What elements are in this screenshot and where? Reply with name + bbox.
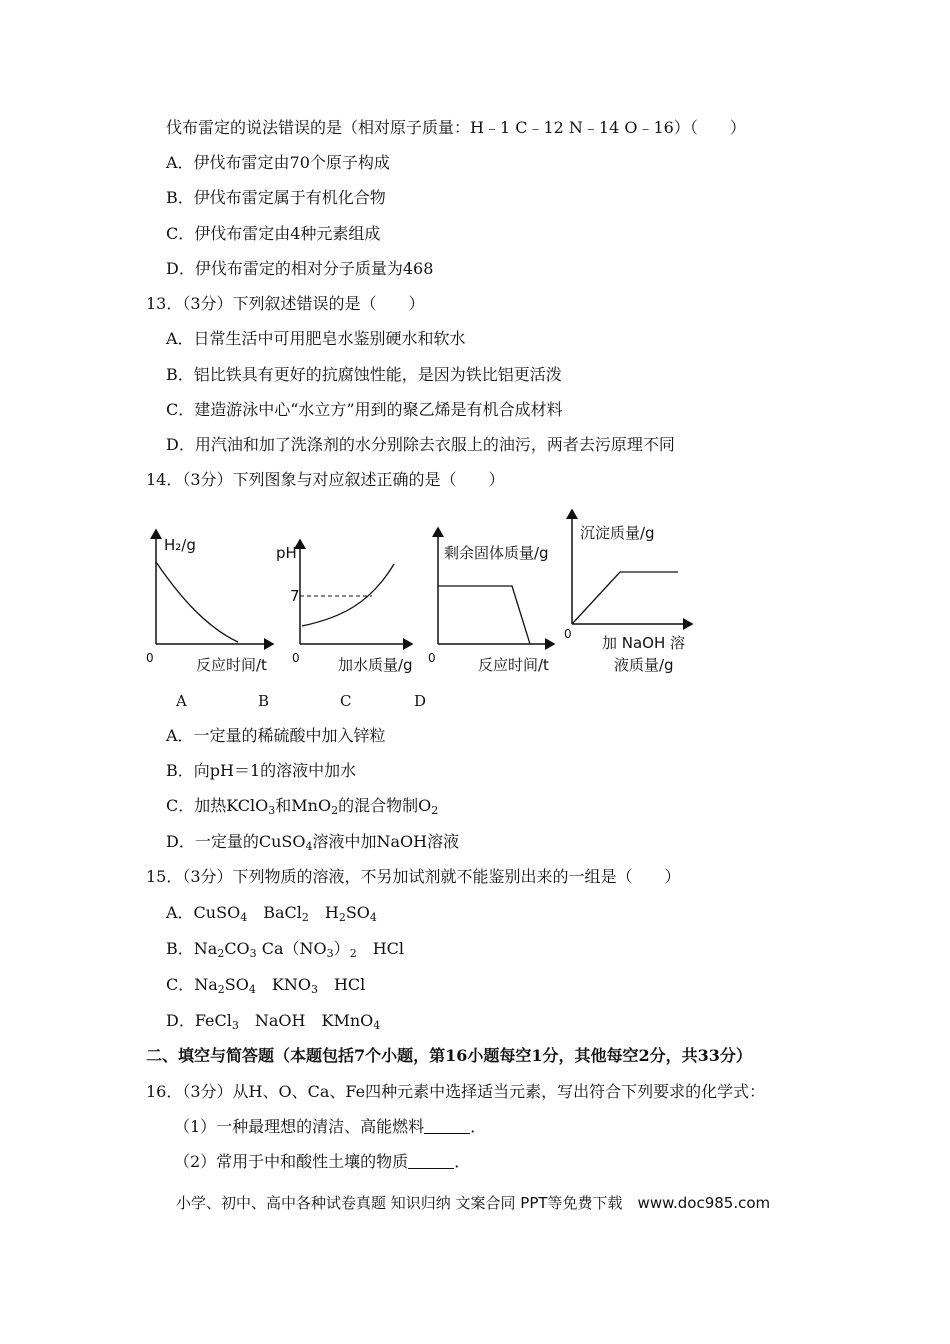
q13-stem: 13．（3分）下列叙述错误的是（ ） (146, 294, 425, 313)
graph-d-x-label-1: 加 NaOH 溶 (602, 634, 686, 652)
graph-b-tick-7: 7 (290, 587, 300, 605)
graph-name-c: C (340, 692, 352, 710)
graph-a-y-label: H₂/g (164, 536, 196, 554)
q12-stem: 伐布雷定的说法错误的是（相对原子质量：H﹣1 C﹣12 N﹣14 O﹣16）（ ） (166, 118, 746, 137)
q13-option-d: D．用汽油和加了洗涤剂的水分别除去衣服上的油污，两者去污原理不同 (166, 435, 675, 454)
graph-d-line (572, 572, 678, 624)
q12-option-a: A．伊伐布雷定由70个原子构成 (166, 153, 390, 172)
graph-name-a: A (176, 692, 187, 710)
graph-b-origin: 0 (292, 651, 300, 665)
q13-option-c: C．建造游泳中心“水立方”用到的聚乙烯是有机合成材料 (166, 400, 563, 419)
q14-option-b: B．向pH＝1的溶液中加水 (166, 761, 357, 780)
q12-option-d: D．伊伐布雷定的相对分子质量为468 (166, 259, 434, 278)
graph-a (146, 530, 273, 674)
answer-blank-2[interactable] (408, 1152, 454, 1169)
q15-option-c: C．$Na_2SO_4$ $KNO_3$ HCl (166, 975, 366, 996)
graph-c-y-label: 剩余固体质量/g (444, 544, 549, 562)
q13-option-b: B．铝比铁具有更好的抗腐蚀性能，是因为铁比铝更活泼 (166, 365, 562, 384)
graph-c-origin: 0 (428, 651, 436, 665)
q12-option-c: C．伊伐布雷定由4种元素组成 (166, 224, 381, 243)
q16-stem: 16．（3分）从H、O、Ca、Fe四种元素中选择适当元素，写出符合下列要求的化学式： (146, 1082, 766, 1101)
page-footer: 小学、初中、高中各种试卷真题 知识归纳 文案合同 PPT等免费下载 www.doc985.com (176, 1194, 771, 1212)
answer-blank-1[interactable] (424, 1117, 470, 1134)
graph-b (276, 540, 413, 674)
q15-stem: 15．（3分）下列物质的溶液，不另加试剂就不能鉴别出来的一组是（ ） (146, 867, 681, 886)
graph-d (564, 510, 692, 674)
section-2-heading: 二、填空与简答题（本题包括7个小题，第16小题每空1分，其他每空2分，共33分） (146, 1046, 752, 1065)
graph-a-x-label: 反应时间/t (196, 656, 267, 674)
q15-option-b: B．$Na_2CO_3$ $Ca(NO_3)_2$ HCl (166, 939, 405, 960)
graph-d-y-label: 沉淀质量/g (580, 524, 655, 542)
graph-a-curve (156, 562, 238, 642)
q14-option-a: A．一定量的稀硫酸中加入锌粒 (166, 726, 386, 745)
graph-b-y-label: pH (276, 544, 297, 562)
q14-stem: 14．（3分）下列图象与对应叙述正确的是（ ） (146, 470, 505, 489)
q15-option-d: D．FeCl$_3$ NaOH KMnO$_4$ (166, 1011, 381, 1032)
graph-name-d: D (414, 692, 427, 710)
q16-sub-2: （2）常用于中和酸性土壤的物质 ． (174, 1152, 471, 1171)
q16-sub-1: （1）一种最理想的清洁、高能燃料 ． (174, 1117, 487, 1136)
q14-option-c: C．加热KClO$_3$和MnO$_2$的混合物制$O_2$ (166, 796, 439, 817)
graph-d-origin: 0 (564, 627, 572, 641)
q15-option-a: A．CuSO$_4$ BaCl$_2$ $H_2SO_4$ (166, 903, 377, 924)
graph-a-origin: 0 (146, 651, 154, 665)
graph-c-x-label: 反应时间/t (478, 656, 549, 674)
graph-d-x-label-2: 液质量/g (614, 656, 674, 674)
graph-b-curve (302, 564, 394, 626)
q13-option-a: A．日常生活中可用肥皂水鉴别硬水和软水 (166, 329, 466, 348)
q14-graphs (140, 500, 700, 690)
q12-option-b: B．伊伐布雷定属于有机化合物 (166, 188, 386, 207)
q14-option-d: D．一定量的CuSO$_4$溶液中加NaOH溶液 (166, 832, 460, 853)
graph-c (428, 528, 554, 674)
graph-b-x-label: 加水质量/g (338, 656, 413, 674)
graph-name-b: B (258, 692, 270, 710)
q14-graphs-svg (140, 500, 700, 690)
graph-c-line (438, 586, 530, 644)
